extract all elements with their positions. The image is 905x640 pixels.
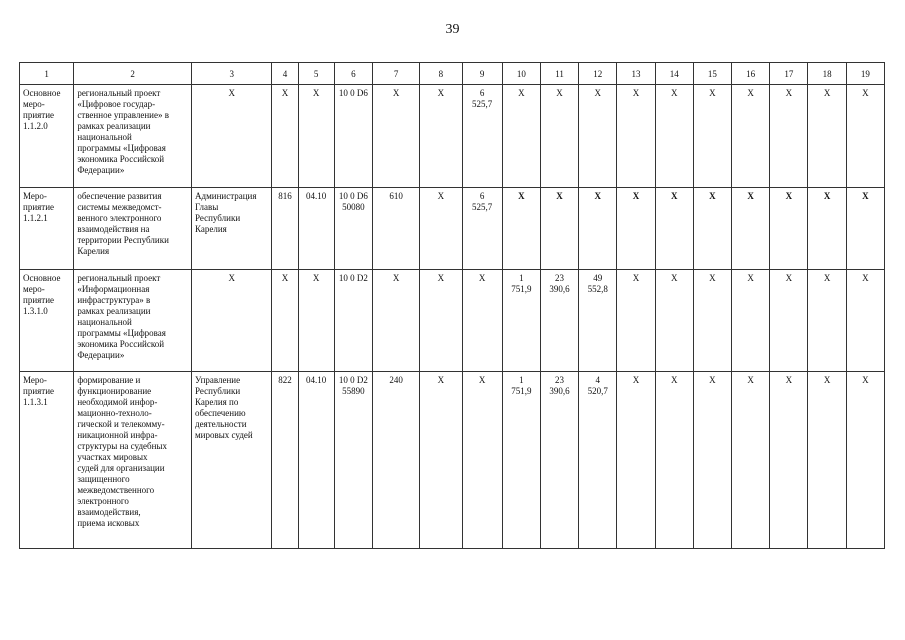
table-cell: 10 0 D2 55890 — [334, 372, 372, 549]
table-cell: X — [373, 85, 420, 188]
measure-name: региональный проект «Информационная инфраструктура» в рамках реализации национальной программы «Цифровая экономика Российской Федерации» — [74, 270, 192, 372]
table-cell: 23 390,6 — [540, 270, 578, 372]
column-header: 18 — [808, 63, 846, 85]
responsible-executor: X — [191, 270, 271, 372]
page-number: 39 — [445, 22, 460, 37]
table-cell: X — [579, 188, 617, 270]
table-cell: X — [420, 85, 462, 188]
column-header: 16 — [732, 63, 770, 85]
table-row — [20, 270, 885, 372]
column-header: 2 — [74, 63, 192, 85]
measure-name: региональный проект «Цифровое государ- ственное управление» в рамках реализации национальной программы «Цифровая экономика Российской Федерации» — [74, 85, 192, 188]
table-cell: 1 751,9 — [502, 372, 540, 549]
responsible-executor: X — [191, 85, 271, 188]
table-cell: X — [655, 270, 693, 372]
column-header: 19 — [846, 63, 884, 85]
measure-code: Основное меро- приятие 1.1.2.0 — [20, 85, 74, 188]
column-header: 5 — [298, 63, 334, 85]
table-cell: X — [272, 270, 298, 372]
column-header: 7 — [373, 63, 420, 85]
header-row — [20, 63, 885, 85]
table-cell: X — [462, 270, 502, 372]
table-cell: 822 — [272, 372, 298, 549]
table-cell: X — [770, 372, 808, 549]
table-cell: 49 552,8 — [579, 270, 617, 372]
table-cell: X — [272, 85, 298, 188]
table-cell: X — [540, 85, 578, 188]
table-cell: 240 — [373, 372, 420, 549]
table-cell: X — [693, 372, 731, 549]
table-cell: X — [846, 270, 884, 372]
table-cell: X — [373, 270, 420, 372]
table-cell: X — [420, 188, 462, 270]
column-header: 3 — [191, 63, 271, 85]
table-cell: 10 0 D2 — [334, 270, 372, 372]
table-cell: 10 0 D6 50080 — [334, 188, 372, 270]
table-cell: X — [655, 188, 693, 270]
column-header: 6 — [334, 63, 372, 85]
table-cell: 816 — [272, 188, 298, 270]
budget-table — [19, 62, 885, 549]
table-cell: X — [808, 372, 846, 549]
table-cell: X — [655, 85, 693, 188]
table-row — [20, 372, 885, 549]
column-header: 14 — [655, 63, 693, 85]
table-cell: 10 0 D6 — [334, 85, 372, 188]
table-cell: X — [617, 188, 655, 270]
column-header: 15 — [693, 63, 731, 85]
measure-name: обеспечение развития системы межведомст- венного электронного взаимодействия на территории Республики Карелия — [74, 188, 192, 270]
responsible-executor: Администрация Главы Республики Карелия — [191, 188, 271, 270]
table-cell: X — [420, 372, 462, 549]
table-row — [20, 188, 885, 270]
table-cell: X — [808, 85, 846, 188]
table-cell: 23 390,6 — [540, 372, 578, 549]
measure-code: Основное меро- приятие 1.3.1.0 — [20, 270, 74, 372]
table-cell: 04.10 — [298, 188, 334, 270]
table-cell: X — [732, 270, 770, 372]
table-cell: X — [693, 270, 731, 372]
table-cell: X — [655, 372, 693, 549]
table-cell: X — [617, 85, 655, 188]
table-cell: X — [298, 85, 334, 188]
table-cell: X — [846, 372, 884, 549]
measure-name: формирование и функционирование необходимой инфор- мационно-техноло- гической и телекомму- никационной инфра- структуры на судебных участках мировых судей для организации защищенного межведомственного электронного взаимодействия, приема исковых — [74, 372, 192, 549]
column-header: 8 — [420, 63, 462, 85]
column-header: 17 — [770, 63, 808, 85]
table-cell: X — [693, 85, 731, 188]
table-row — [20, 85, 885, 188]
table-cell: X — [808, 270, 846, 372]
table-cell: X — [502, 85, 540, 188]
column-header: 1 — [20, 63, 74, 85]
table-cell: X — [770, 270, 808, 372]
column-header: 4 — [272, 63, 298, 85]
table-cell: X — [732, 188, 770, 270]
column-header: 9 — [462, 63, 502, 85]
table-cell: 1 751,9 — [502, 270, 540, 372]
table-cell: X — [579, 85, 617, 188]
table-cell: X — [732, 372, 770, 549]
table-cell: 6 525,7 — [462, 188, 502, 270]
table-cell: X — [846, 188, 884, 270]
column-header: 10 — [502, 63, 540, 85]
table-cell: X — [617, 372, 655, 549]
table-cell: X — [462, 372, 502, 549]
table-cell: 610 — [373, 188, 420, 270]
table-cell: X — [770, 85, 808, 188]
table-cell: 6 525,7 — [462, 85, 502, 188]
column-header: 12 — [579, 63, 617, 85]
column-header: 13 — [617, 63, 655, 85]
table-cell: X — [298, 270, 334, 372]
table-cell: X — [732, 85, 770, 188]
measure-code: Меро- приятие 1.1.2.1 — [20, 188, 74, 270]
measure-code: Меро- приятие 1.1.3.1 — [20, 372, 74, 549]
table-cell: X — [693, 188, 731, 270]
column-header: 11 — [540, 63, 578, 85]
table-cell: 4 520,7 — [579, 372, 617, 549]
table-cell: X — [808, 188, 846, 270]
table-cell: X — [502, 188, 540, 270]
table-cell: X — [846, 85, 884, 188]
responsible-executor: Управление Республики Карелия по обеспечению деятельности мировых судей — [191, 372, 271, 549]
table-cell: X — [540, 188, 578, 270]
table-cell: X — [617, 270, 655, 372]
table-cell: 04.10 — [298, 372, 334, 549]
table-cell: X — [770, 188, 808, 270]
table-cell: X — [420, 270, 462, 372]
